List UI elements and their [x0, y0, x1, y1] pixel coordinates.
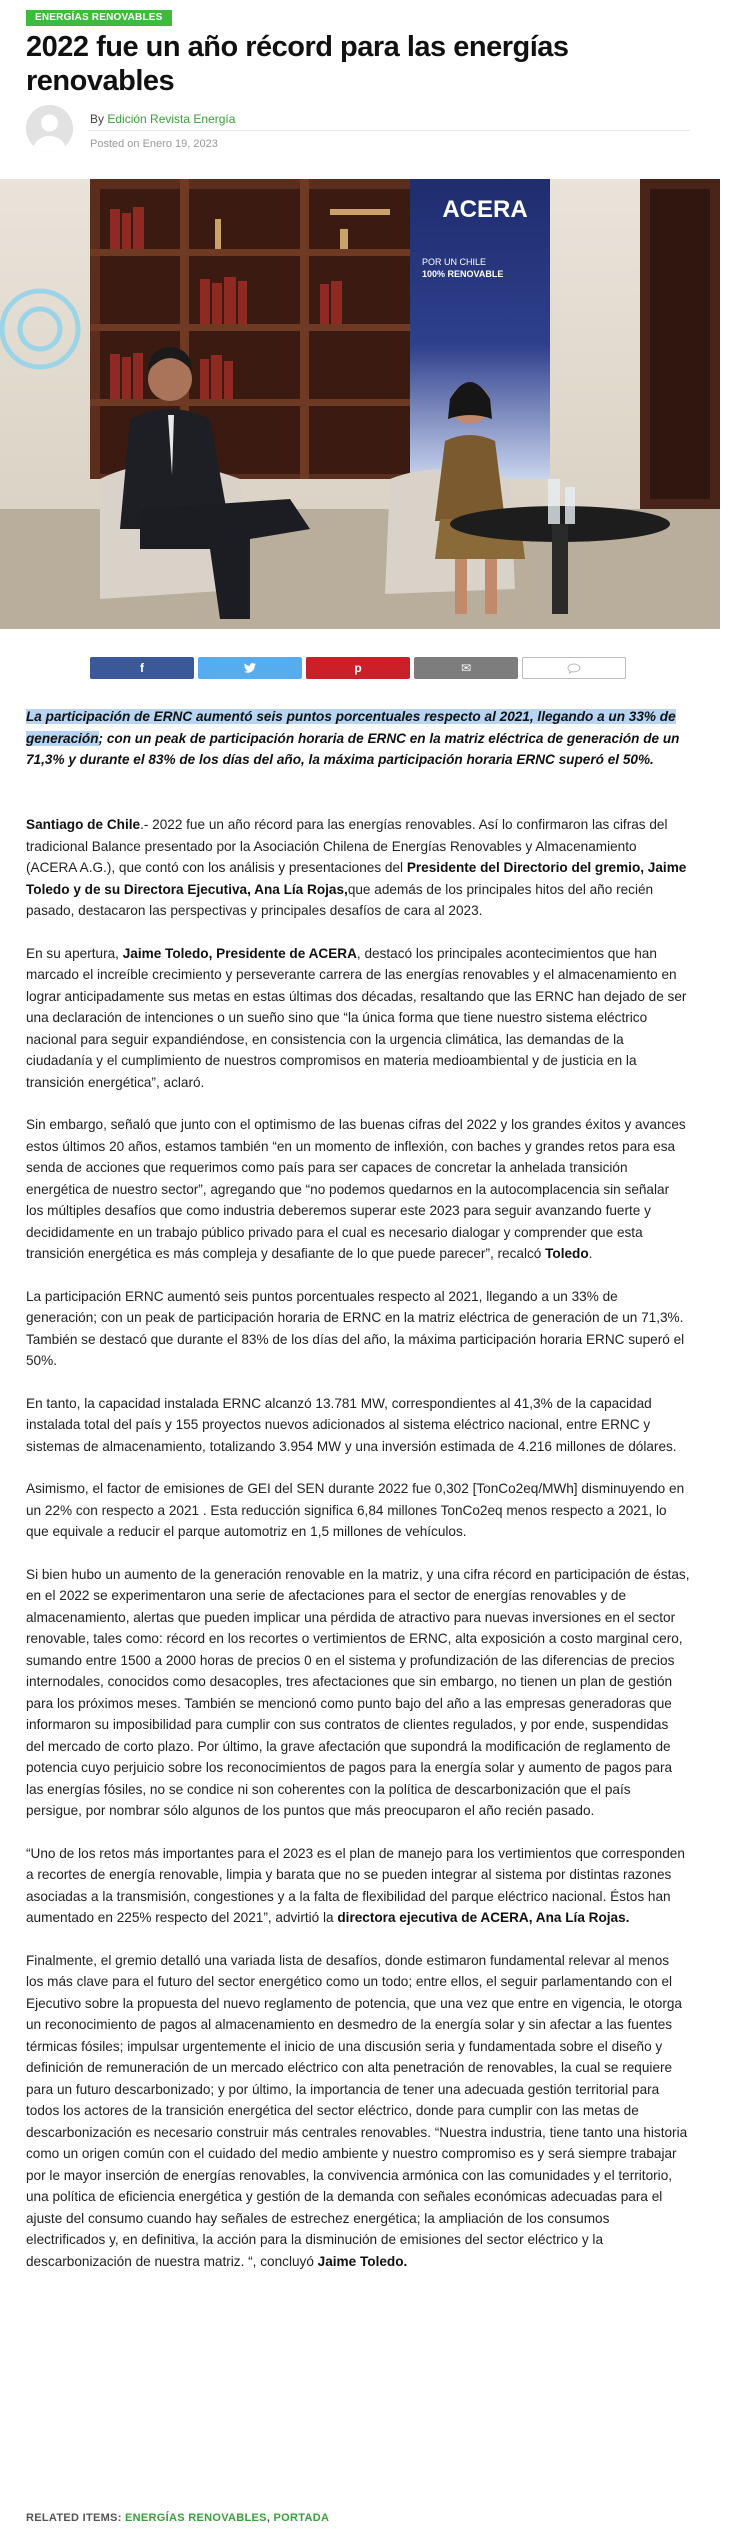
paragraph-text: Finalmente, el gremio detalló una variada lista de desafíos, donde estimaron fundamental relevar al menos los más clave para el futuro del sector energético como un todo; entre ellos, el seguir parlamentando con el Ejecutivo sobre la propuesta del nuevo reglamento de potencia, que una vez que entre en vigencia, le otorga un reconocimiento de pagos al almacenamiento en desmedro de la energía solar y sin afectar a las fuentes térmicas fósiles; impulsar urgentemente el inicio de una discusión seria y fundamentada sobre el diseño y definición de remuneración de un mercado eléctrico con alta penetración de renovables, la cual se requiere para un futuro descarbonizado; y por último, la importancia de tener una adecuada gestión territorial para todos los actores de la transición energética del sector eléctrico, donde para cumplir con las metas de descarbonización es necesario construir más centrales renovables. “Nuestra industria, tiene tanto una historia como un origen común con el cuidado del medio ambiente y nuestro compromiso es y será siempre trabajar por le mayor inserción de energías renovables, la convivencia armónica con las comunidades y el territorio, una política de eficiencia energética y gestión de la demanda con señales económicas adecuadas para el ajuste del consumo cuando hay señales de estrechez energética; la ampliación de los consumos electrificados y, en definitiva, la acción para la disminución de emisiones del sector eléctrico y la descarbonización de nuestra matriz. “, concluyó — [26, 1952, 688, 2269]
paragraph-text: En su apertura, — [26, 945, 123, 961]
paragraph-9 — [26, 1950, 690, 2273]
paragraph-text: , destacó los principales acontecimientos que han marcado el increíble crecimiento y perseverante carrera de las energías renovables y el almacenamiento en lograr anticipadamente sus metas en estas últimas dos décadas, resaltando que las ERNC han dejado de ser una declaración de intenciones o un sueño sino que “la única forma que tiene nuestro sistema eléctrico nacional para seguir expandiéndose, en consistencia con la urgencia climática, las demandas de la ciudadanía y el cumplimiento de nuestros compromisos en materia medioambiental y de justicia en la transición energética”, aclaró. — [26, 945, 687, 1090]
share-bar — [90, 657, 626, 679]
twitter-icon — [244, 663, 256, 673]
page-title: 2022 fue un año récord para las energías renovables — [26, 31, 569, 97]
article-lead — [26, 706, 690, 771]
paragraph-bold: Jaime Toledo, Presidente de ACERA — [122, 945, 357, 961]
share-email-button[interactable] — [414, 657, 518, 679]
banner-tagline-1: POR UN CHILE — [422, 257, 487, 267]
share-facebook-button[interactable] — [90, 657, 194, 679]
related-separator: , — [266, 2512, 274, 2524]
paragraph-text: Sin embargo, señaló que junto con el optimismo de las buenas cifras del 2022 y los grandes éxitos y avances estos últimos 20 años, estamos también “en un momento de inflexión, con baches y grandes retos para esa senda de acciones que requerimos como país para ser capaces de concretar la anhelada transición energética de nuestro sector”, agregando que “no podemos quedarnos en la autocomplacencia sin señalar los múltiples desafíos que como industria deberemos superar este 2023 para seguir avanzando fuerte y decididamente en un trabajo público privado para el cual es necesario dialogar y comprender que esta transición energética es más compleja y desafiante de lo que puede parecer”, recalcó — [26, 1117, 686, 1261]
related-link-portada[interactable]: PORTADA — [273, 2512, 330, 2524]
related-items — [26, 2512, 329, 2524]
user-silhouette-icon — [26, 105, 73, 152]
related-link-energias-renovables[interactable]: ENERGÍAS RENOVABLES — [125, 2512, 267, 2524]
paragraph-bold: Jaime Toledo. — [317, 2253, 408, 2269]
lead-rest: ; con un peak de participación horaria de ERNC en la matriz eléctrica de generación de un 71,3% y durante el 83% de los días del año, la máxima participación horaria ERNC superó el 50%. — [26, 730, 680, 767]
comment-button[interactable] — [522, 657, 626, 679]
share-twitter-button[interactable] — [198, 657, 302, 679]
paragraph-2 — [26, 943, 690, 1094]
envelope-icon: ✉ — [460, 661, 472, 675]
paragraph-1 — [26, 814, 690, 922]
paragraph-4: La participación ERNC aumentó seis puntos porcentuales respecto al 2021, llegando a un 33% de generación; con un peak de participación horaria de ERNC en la matriz eléctrica de generación de un 71,3%. También se destacó que durante el 83% de los días del año, la máxima participación horaria ERNC superó el 50%. — [26, 1288, 685, 1368]
article-body — [26, 814, 690, 2293]
paragraph-bold: Toledo — [545, 1246, 589, 1261]
hero-image — [0, 179, 720, 629]
paragraph-6: Asimismo, el factor de emisiones de GEI del SEN durante 2022 fue 0,302 [TonCo2eq/MWh] disminuyendo en un 22% con respecto a 2021 . Esta reducción significa 6,84 millones TonCo2eq menos respecto a 2021, lo que equivale a reducir el parque automotriz en 1,5 millones de vehículos. — [26, 1481, 685, 1539]
banner-brand: ACERA — [442, 196, 528, 223]
pinterest-icon: p — [354, 661, 362, 675]
paragraph-3 — [26, 1114, 690, 1265]
speech-bubble-icon — [567, 663, 581, 674]
facebook-icon: f — [140, 661, 144, 675]
share-pinterest-button[interactable] — [306, 657, 410, 679]
paragraph-bold: directora ejecutiva de ACERA, Ana Lía Rojas. — [337, 1910, 630, 1925]
dateline: Santiago de Chile — [26, 817, 141, 832]
related-label: RELATED ITEMS: — [26, 2512, 122, 2524]
author-avatar[interactable] — [26, 105, 73, 152]
paragraph-text: que además de los principales hitos del año recién pasado, destacaron las perspectivas y principales desafíos de cara al 2023. — [26, 881, 654, 918]
paragraph-text: . — [588, 1246, 593, 1261]
author-divider — [88, 130, 690, 131]
paragraph-8 — [26, 1843, 690, 1929]
paragraph-5: En tanto, la capacidad instalada ERNC alcanzó 13.781 MW, correspondientes al 41,3% de la capacidad instalada total del país y 155 proyectos nuevos adicionados al sistema eléctrico nacional, entre ERNC y sistemas de almacenamiento, totalizando 3.954 MW y una inversión estimada de 4.216 millones de dólares. — [26, 1395, 677, 1454]
paragraph-7: Si bien hubo un aumento de la generación renovable en la matriz, y una cifra récord en participación de éstas, en el 2022 se experimentaron una serie de afectaciones para el sector de energías renovables y de almacenamiento, alertas que pueden implicar una pérdida de atractivo para nuevas inversiones en el sector renovable, tales como: récord en los recortes o vertimientos de ERNC, alta exposición a costo marginal cero, sumando entre 1500 a 2000 horas de precios 0 en el sistema y profundización de las diferencias de precios internodales, conocidos como desacoples, tres afectaciones que sin embargo, no tienen un plan de gestión para los próximos meses. También se mencionó como punto bajo del año a las empresas generadoras que informaron su imposibilidad para cumplir con sus contratos de clientes regulados, y por ende, suspendidas del mercado de corto plazo. Por último, la grave afectación que supondrá la modificación de reglamento de potencia cuyo perjuicio sobre los reconocimientos de pagos para la energía solar y aumento de pagos para las energías fósiles, no se condice ni son coherentes con la política de descarbonización que el país persigue, por nombrar sólo algunos de los puntos que más preocuparon el año recién pasado. — [26, 1566, 690, 1818]
paragraph-text: .- 2022 fue un año récord para las energías renovables. Así lo confirmaron las cifras del tradicional Balance presentado por la Asociación Chilena de Energías Renovables y Almacenamiento (ACERA A.G.), que contó con los análisis y presentaciones del — [26, 817, 668, 875]
category-badge[interactable]: ENERGÍAS RENOVABLES — [26, 10, 172, 26]
author-link[interactable]: Edición Revista Energía — [107, 112, 236, 126]
lead-highlight: La participación de ERNC aumentó seis puntos porcentuales respecto al 2021, llegando a un 33% de generación — [26, 709, 676, 746]
byline — [90, 112, 235, 126]
paragraph-text: “Uno de los retos más importantes para el 2023 es el plan de manejo para los vertimientos que corresponden a recortes de energía renovable, limpia y barata que no se pueden integrar al sistema por distintas razones asociadas a la transmisión, congestiones y a la falta de flexibilidad del parque eléctrico nacional. Éstos han aumentado en 225% respecto del 2021”, advirtió la — [26, 1845, 685, 1925]
byline-prefix: By — [90, 112, 105, 126]
posted-date: Posted on Enero 19, 2023 — [90, 138, 218, 150]
banner-tagline-2: 100% RENOVABLE — [422, 269, 504, 279]
paragraph-bold: Presidente del Directorio del gremio, Jaime Toledo y de su Directora Ejecutiva, Ana Lía Rojas, — [26, 860, 687, 897]
